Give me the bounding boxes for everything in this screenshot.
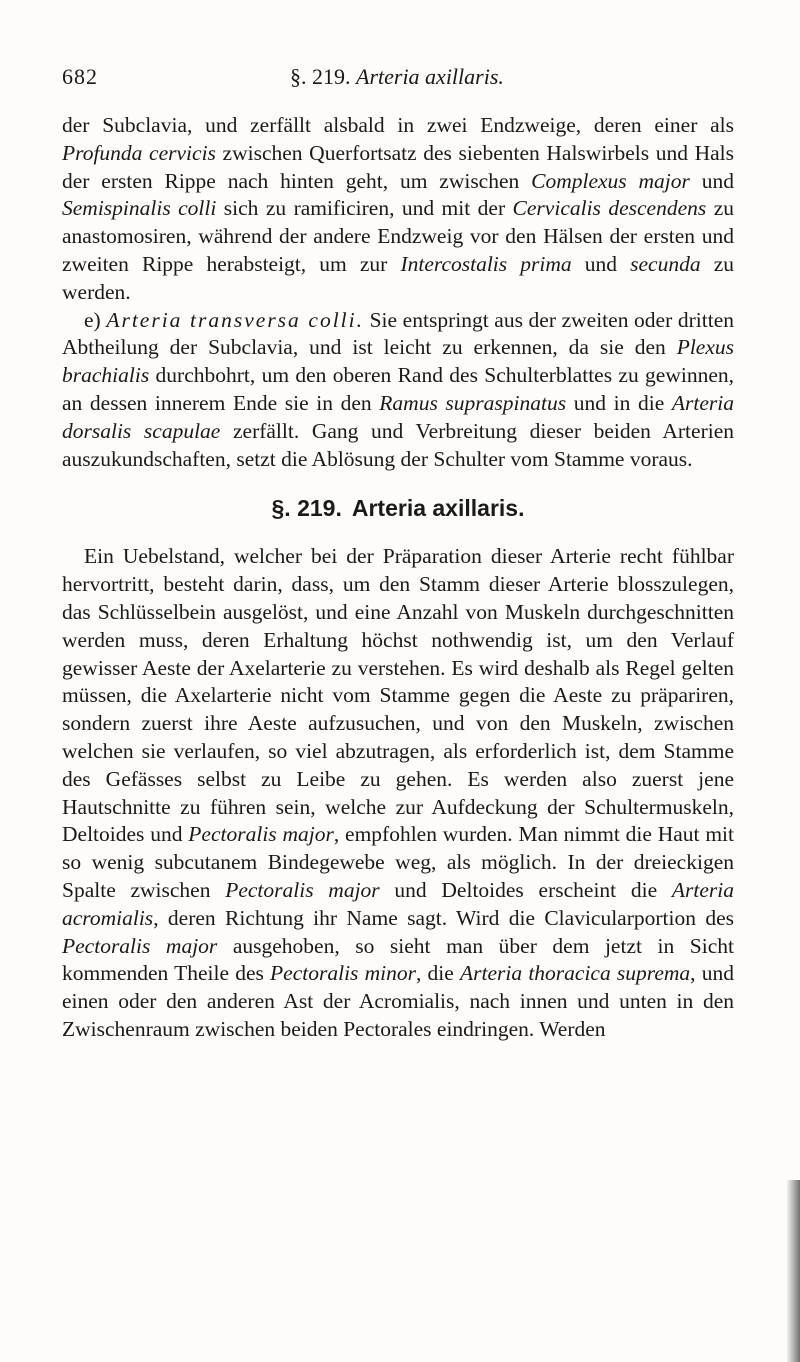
paragraph-axillaris (62, 543, 734, 1043)
latin-term: Pectoralis major (225, 877, 380, 902)
latin-term: Pectoralis major (188, 822, 334, 847)
latin-term: Plexus brachialis (62, 335, 734, 388)
text-run: durchbohrt, um den oberen Rand des Schulterblattes zu gewinnen, an dessen innerem Ende sie in den (62, 363, 734, 415)
latin-term: secunda (630, 251, 701, 276)
latin-term: Ramus supraspinatus (379, 390, 567, 415)
running-section-title: Arteria axillaris. (356, 64, 504, 89)
text-run: e) (84, 307, 107, 332)
text-run: zerfällt. Gang und Verbreitung dieser beiden Arterien auszukundschaften, setzt die Ablösung der Schulter vom Stamme voraus. (62, 418, 734, 471)
text-run: und (689, 168, 734, 193)
section-title: Arteria axillaris. (351, 495, 525, 522)
latin-term: Cervicalis descendens (512, 196, 707, 221)
text-run: ausgehoben, so sieht man über dem jetzt in Sicht kommenden Theile des (62, 933, 734, 986)
text-run: Ein Uebelstand, welcher bei der Präparation dieser Arterie recht fühlbar hervortritt, besteht darin, dass, um den Stamm dieser Arterie blosszulegen, das Schlüsselbein ausgelöst, und eine Anzahl von Muskeln durchgeschnitten werden muss, deren Erhaltung höchst nothwendig ist, um den Verlauf gewisser Aeste der Axelarterie zu verstehen. Es wird deshalb als Regel gelten müssen, die Axelarterie nicht vom Stamme gegen die Aeste zu präpariren, sondern zuerst ihre Aeste aufzusuchen, und von den Muskeln, zwischen welchen sie verlaufen, so viel abzutragen, als erforderlich ist, dem Stamme des Gefässes selbst zu Leibe zu gehen. Es werden also zuerst jene Hautschnitte zu führen sein, welche zur Aufdeckung der Schultermuskeln, Deltoides und (62, 544, 734, 847)
latin-term: Pectoralis major (62, 933, 218, 958)
text-run: , und einen oder den anderen Ast der Acromialis, nach innen und unten in den Zwischenraum zwischen beiden Pectorales eindringen. Werden (62, 961, 734, 1041)
paragraph-transversa-colli (62, 307, 734, 474)
text-run: , deren Richtung ihr Name sagt. Wird die Clavicularportion des (153, 905, 734, 930)
text-run: zu anastomosiren, während der andere Endzweig vor den Hälsen der ersten und zweiten Rippe herabsteigt, um zur (62, 196, 734, 276)
latin-term: Arteria thoracica suprema (460, 961, 691, 986)
text-run: , die (415, 961, 461, 986)
section-heading (62, 493, 734, 523)
text-run: und (571, 251, 631, 276)
text-run: , empfohlen wurden. Man nimmt die Haut mit so wenig subcutanem Bindegewebe weg, als möglich. In der dreieckigen Spalte zwischen (62, 822, 734, 902)
text-run: und Deltoides erscheint die (379, 877, 672, 902)
latin-term: Profunda cervicis (62, 140, 216, 165)
latin-term: Semispinalis colli (62, 196, 217, 221)
latin-term: Pectoralis minor (270, 961, 416, 986)
text-run: Sie entspringt aus der zweiten oder dritten Abtheilung der Subclavia, und ist leicht zu erkennen, da sie den (62, 307, 734, 360)
latin-term: Arteria dorsalis scapulae (62, 390, 734, 443)
text-run: sich zu ramificiren, und mit der (216, 196, 513, 221)
latin-term: Complexus major (531, 168, 690, 193)
section-number: §. 219. (271, 495, 342, 522)
latin-term: Arteria acromialis (62, 877, 734, 930)
artery-name: Arteria transversa colli. (106, 307, 364, 332)
text-run: zu werden. (62, 251, 735, 304)
page-number: 682 (62, 64, 98, 89)
running-title (290, 62, 504, 92)
running-head (62, 62, 742, 92)
paragraph-continued (62, 112, 734, 307)
text-run: der Subclavia, und zerfällt alsbald in zwei Endzweige, deren einer als (62, 113, 734, 137)
text-run: zwischen Querfortsatz des siebenten Halswirbels und Hals der ersten Rippe nach hinten geht, um zwischen (62, 140, 735, 193)
body-text (62, 112, 734, 1044)
latin-term: Intercostalis prima (400, 251, 572, 276)
page-edge-shadow (786, 1180, 800, 1362)
running-section-ref: §. 219. (290, 64, 351, 89)
text-run: und in die (566, 390, 672, 415)
